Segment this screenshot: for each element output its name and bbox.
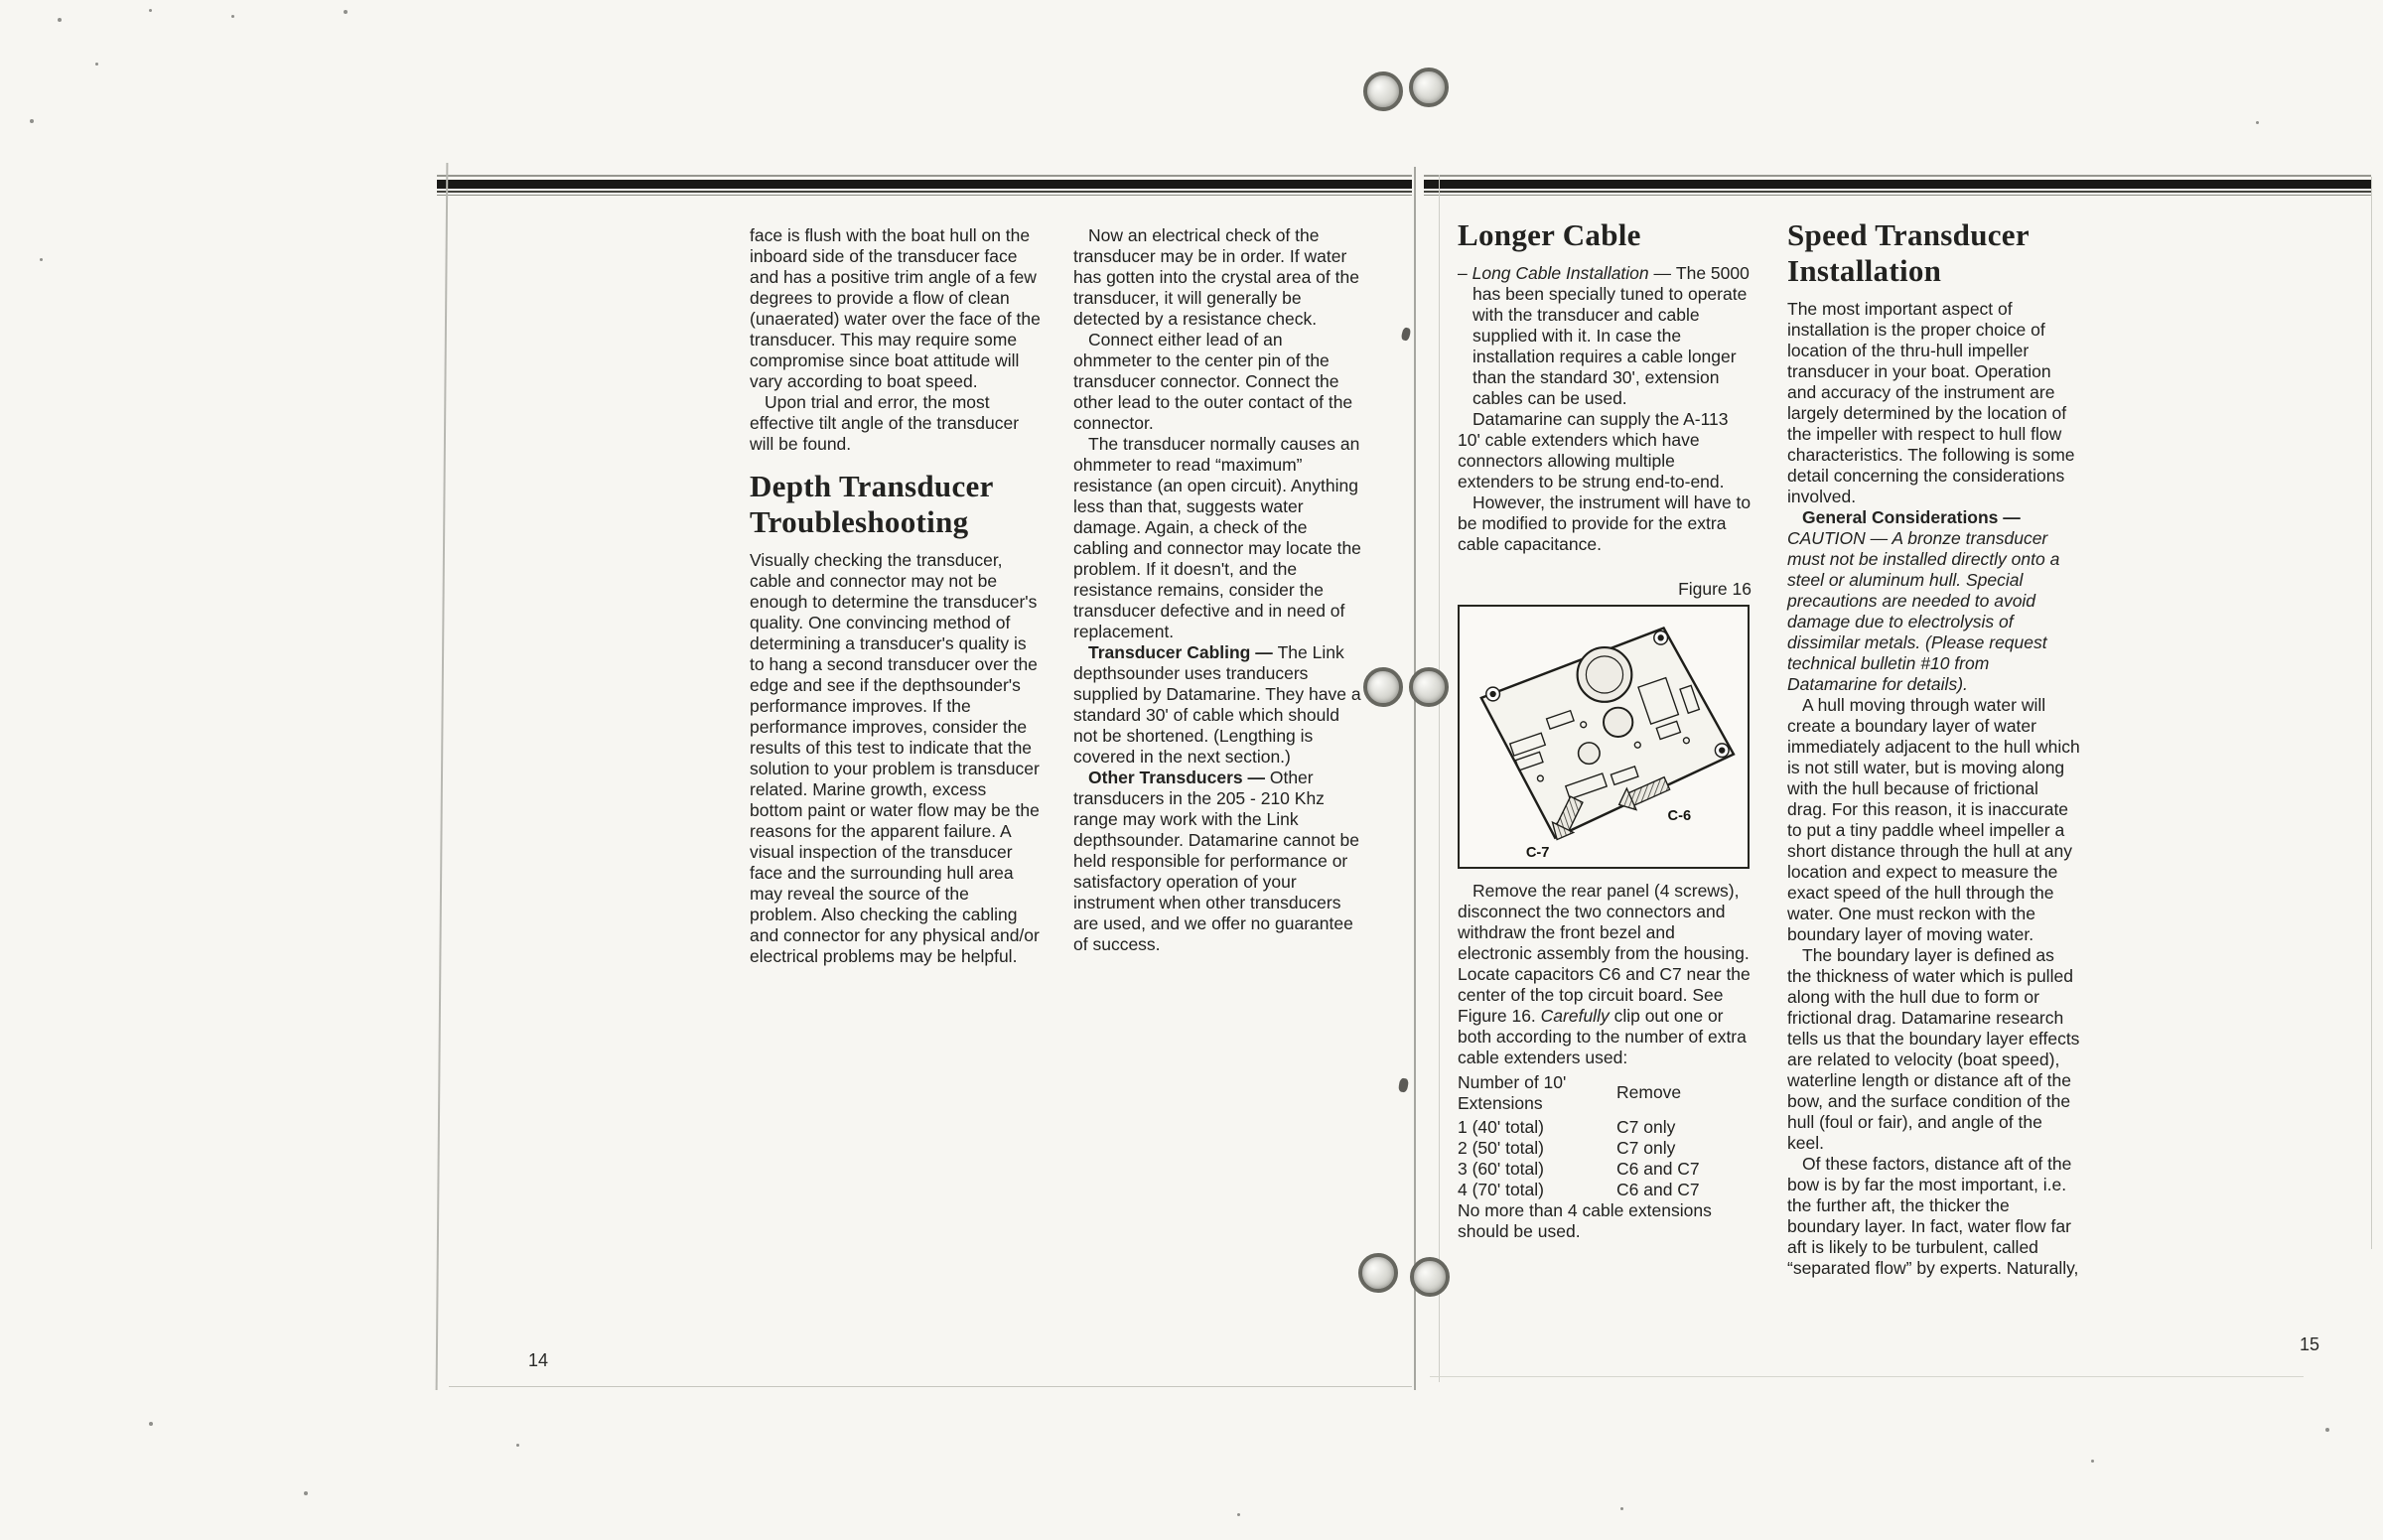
scan-speck [304, 1491, 308, 1495]
cell-extensions: 4 (70' total) [1458, 1180, 1544, 1199]
text-column-1 [750, 225, 1041, 967]
binding-mark [1398, 1077, 1409, 1092]
emphasis: Carefully [1540, 1006, 1610, 1026]
label-c7: C-7 [1525, 845, 1550, 862]
paragraph: Now an electrical check of the transducer may be in order. If water has gotten into the crystal area of the transducer, it will generally be detected by a resistance check. [1073, 225, 1359, 329]
figure-16-illustration [1458, 605, 1750, 869]
paragraph-remove-rear-panel [1458, 881, 1753, 1068]
text-column-3 [1458, 217, 1753, 1242]
header-remove: Remove [1616, 1082, 1682, 1102]
runin-heading: Transducer Cabling — [1088, 642, 1278, 662]
cell-remove: C7 only [1616, 1138, 1676, 1158]
scan-speck [2325, 1428, 2329, 1432]
binder-ring [1410, 1257, 1450, 1297]
header-extensions [1458, 1072, 1616, 1114]
binder-ring [1409, 667, 1449, 707]
left-page-bottom-edge [449, 1386, 1412, 1387]
heading-speed-transducer-installation: Speed Transducer Installation [1787, 217, 2030, 288]
dash: – [1458, 263, 1472, 283]
table-header [1458, 1072, 1753, 1114]
runin-heading: Other Transducers — [1088, 768, 1270, 787]
decorative-rule-right [1424, 175, 2371, 199]
text-column-4 [1787, 217, 2081, 1279]
heading-longer-cable: Longer Cable [1458, 217, 1641, 252]
paragraph-text: Remove the rear panel (4 screws), disconnect the two connectors and withdraw the front bezel and electronic assembly from the housing. Locate capacitors C6 and C7 near the center of the top circuit board. See Figure 16. [1458, 881, 1751, 1026]
scan-speck [95, 63, 98, 66]
paragraph: Of these factors, distance aft of the bow is by far the most important, i.e. the further aft, the thicker the boundary layer. In fact, water flow far aft is likely to be turbulent, called “separated flow” by experts. Naturally, [1787, 1154, 2079, 1278]
header-line: Number of 10' [1458, 1072, 1567, 1092]
table-row [1458, 1159, 1753, 1180]
scan-speck [40, 258, 43, 261]
paragraph: Visually checking the transducer, cable and connector may not be enough to determine the transducer's quality. One convincing method of determining a transducer's quality is to hang a second transducer over the edge and see if the depthsounder's performance improves. If the performance improves, consider the results of this test to indicate that the solution to your problem is transducer related. Marine growth, excess bottom paint or water flow may be the reasons for the apparent failure. A visual inspection of the transducer face and the surrounding hull area may reveal the source of the problem. Also checking the cabling and connector for any physical and/or electrical problems may be helpful. [750, 550, 1040, 966]
paragraph: The transducer normally causes an ohmmeter to read “maximum” resistance (an open circuit). Anything less than that, suggests water damage. Again, a check of the cabling and connector may locate the problem. If it doesn't, and the resistance remains, consider the transducer defective and in need of replacement. [1073, 434, 1361, 641]
scan-speck [231, 15, 234, 18]
paragraph: Datamarine can supply the A-113 10' cable extenders which have connectors allowing multiple extenders to be strung end-to-end. [1458, 409, 1729, 491]
paragraph-text: The Link depthsounder uses tranducers supplied by Datamarine. They have a standard 30' of cable which should not be shortened. (Lengthing is covered in the next section.) [1073, 642, 1361, 767]
cell-extensions: 1 (40' total) [1458, 1117, 1544, 1137]
scan-speck [30, 119, 34, 123]
scan-speck [149, 1422, 153, 1426]
decorative-rule-left [437, 175, 1412, 199]
binder-ring [1409, 68, 1449, 107]
header-line: Extensions [1458, 1093, 1543, 1113]
cell-remove: C7 only [1616, 1117, 1676, 1137]
right-page-bottom-edge [1430, 1376, 2304, 1377]
paragraph: Connect either lead of an ohmmeter to the center pin of the transducer connector. Connect the other lead to the outer contact of the connector. [1073, 330, 1353, 433]
right-page-edge [2371, 177, 2372, 1249]
table-row [1458, 1117, 1753, 1138]
table-row [1458, 1180, 1753, 1200]
scan-speck [2091, 1460, 2094, 1463]
circuit-board-drawing [1462, 609, 1746, 865]
page-number-left: 14 [528, 1350, 549, 1370]
paragraph-text: clip out one or both according to the number of extra cable extenders used: [1458, 1006, 1747, 1067]
paragraph: A hull moving through water will create a boundary layer of water immediately adjacent to the hull which is not still water, but is moving along with the hull because of frictional drag. For this reason, it is inaccurate to put a tiny paddle wheel impeller a short distance through the hull at any location and expect to measure the exact speed of the hull through the water. One must reckon with the boundary layer of moving water. [1787, 695, 2080, 944]
scan-speck [149, 9, 152, 12]
paragraph-long-cable-installation [1458, 263, 1753, 409]
paragraph: The most important aspect of installation is the proper choice of location of the thru-hull impeller transducer in your boat. Operation and accuracy of the instrument are largely determined by the location of the impeller with respect to hull flow characteristics. The following is some detail concerning the considerations involved. [1787, 299, 2075, 506]
left-page-edge [436, 163, 449, 1390]
paragraph-other-transducers [1073, 768, 1364, 955]
gutter-line [1414, 167, 1416, 1390]
caution-text: CAUTION — A bronze transducer must not be installed directly onto a steel or aluminum hull. Special precautions are needed to avoid damage due to electrolysis of dissimilar metals. (Please request technical bulletin #10 from Datamarine for details). [1787, 528, 2060, 694]
binding-mark [1401, 327, 1412, 342]
gutter-line-inner [1439, 175, 1440, 1382]
scan-speck [2256, 121, 2259, 124]
paragraph-text: The 5000 has been specially tuned to operate with the transducer and cable supplied with it. In case the installation requires a cable longer than the standard 30', extension cables can be used. [1472, 263, 1750, 408]
paragraph-transducer-cabling [1073, 642, 1364, 768]
scan-speck [344, 10, 348, 14]
paragraph: face is flush with the boat hull on the inboard side of the transducer face and has a positive trim angle of a few degrees to provide a flow of clean (unaerated) water over the face of the transducer. This may require some compromise since boat attitude will vary according to boat speed. [750, 225, 1041, 391]
scan-speck [516, 1444, 519, 1447]
cell-extensions: 3 (60' total) [1458, 1159, 1544, 1179]
paragraph: However, the instrument will have to be modified to provide for the extra cable capacitance. [1458, 492, 1752, 554]
paragraph-text: Other transducers in the 205 - 210 Khz range may work with the Link depthsounder. Datamarine cannot be held responsible for performance or satisfactory operation of your instrument when other transducers are used, and we offer no guarantee of success. [1073, 768, 1359, 954]
table-note: No more than 4 cable extensions should be used. [1458, 1200, 1712, 1241]
cell-remove: C6 and C7 [1616, 1180, 1700, 1199]
cell-remove: C6 and C7 [1616, 1159, 1700, 1179]
paragraph: Upon trial and error, the most effective tilt angle of the transducer will be found. [750, 392, 1020, 454]
runin-heading: General Considerations — [1802, 507, 2021, 527]
binder-ring [1358, 1253, 1398, 1293]
runin-heading: Long Cable Installation — [1472, 263, 1676, 283]
heading-depth-transducer-troubleshooting: Depth Transducer Troubleshooting [750, 469, 994, 539]
page-number-right: 15 [2300, 1334, 2320, 1354]
scan-speck [58, 18, 62, 22]
binder-ring [1363, 71, 1403, 111]
paragraph: The boundary layer is defined as the thickness of water which is pulled along with the hull due to form or frictional drag. Datamarine research tells us that the boundary layer effects are related to velocity (boat speed), waterline length or distance aft of the bow, and the surface condition of the hull (foul or fair), and angle of the keel. [1787, 945, 2080, 1153]
extensions-table [1458, 1072, 1753, 1242]
label-c6: C-6 [1667, 808, 1692, 825]
scan-speck [1620, 1507, 1623, 1510]
paragraph-general-considerations [1787, 507, 2081, 695]
text-column-2 [1073, 225, 1364, 955]
binder-ring [1363, 667, 1403, 707]
figure-caption: Figure 16 [1678, 579, 1752, 599]
scan-speck [1237, 1513, 1240, 1516]
table-row [1458, 1138, 1753, 1159]
cell-extensions: 2 (50' total) [1458, 1138, 1544, 1158]
